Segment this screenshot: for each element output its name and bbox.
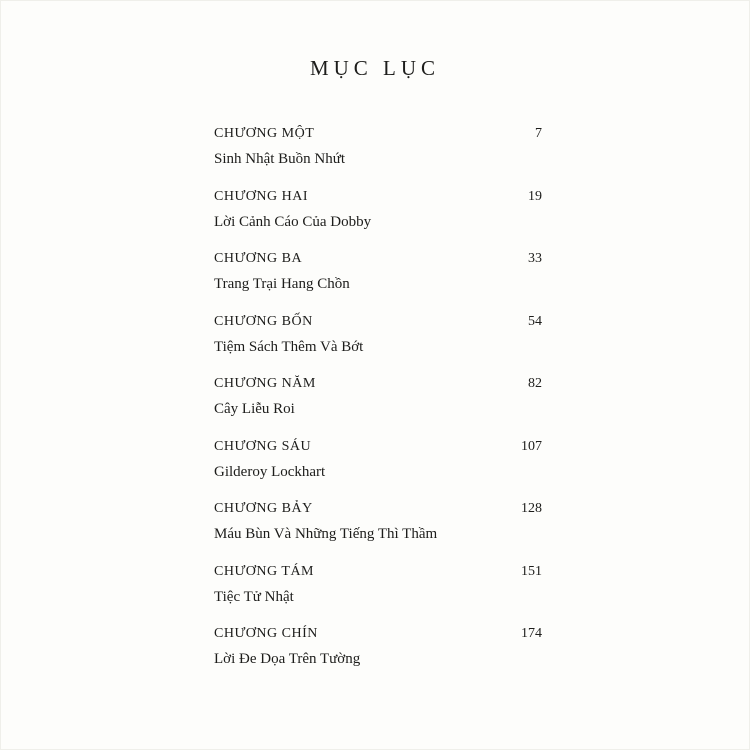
chapter-title: Sinh Nhật Buồn Nhứt: [214, 151, 346, 167]
toc-entry[interactable]: [214, 251, 542, 314]
toc-entry[interactable]: [214, 126, 542, 189]
chapter-label: CHƯƠNG BỐN: [214, 313, 313, 329]
table-of-contents: [214, 126, 542, 689]
page-number: 19: [528, 188, 542, 204]
chapter-title: Gilderoy Lockhart: [214, 463, 326, 480]
toc-entry[interactable]: [214, 564, 542, 627]
chapter-label: CHƯƠNG BẢY: [214, 501, 313, 516]
chapter-title: Trang Trại Hang Chồn: [214, 276, 350, 292]
chapter-label: CHƯƠNG SÁU: [214, 438, 312, 454]
chapter-title: Tiệc Tử Nhật: [214, 588, 294, 605]
page-number: 151: [521, 563, 542, 579]
chapter-title: Lời Cảnh Cáo Của Dobby: [214, 213, 372, 230]
chapter-label: CHƯƠNG HAI: [214, 188, 309, 204]
chapter-label: CHƯƠNG MỘT: [214, 126, 315, 141]
page-number: 107: [521, 438, 542, 454]
toc-entry[interactable]: [214, 501, 542, 564]
chapter-label: CHƯƠNG CHÍN: [214, 626, 318, 641]
page-number: 174: [521, 626, 542, 641]
toc-entry[interactable]: [214, 626, 542, 689]
toc-entry[interactable]: [214, 314, 542, 377]
page-number: 82: [528, 376, 542, 391]
page-title: MỤC LỤC: [309, 56, 441, 80]
toc-entry[interactable]: [214, 439, 542, 502]
page-number: 33: [528, 251, 542, 266]
page-number: 128: [521, 501, 542, 516]
page-number: 7: [535, 126, 542, 141]
chapter-title: Máu Bùn Và Những Tiếng Thì Thầm: [214, 526, 438, 542]
chapter-title: Tiệm Sách Thêm Và Bớt: [214, 338, 364, 355]
chapter-title: Lời Đe Dọa Trên Tường: [214, 651, 361, 667]
chapter-label: CHƯƠNG NĂM: [214, 376, 316, 391]
chapter-title: Cây Liễu Roi: [214, 401, 295, 417]
toc-entry[interactable]: [214, 189, 542, 252]
chapter-label: CHƯƠNG TÁM: [214, 563, 314, 579]
chapter-label: CHƯƠNG BA: [214, 251, 303, 266]
page-number: 54: [528, 313, 542, 329]
toc-entry[interactable]: [214, 376, 542, 439]
